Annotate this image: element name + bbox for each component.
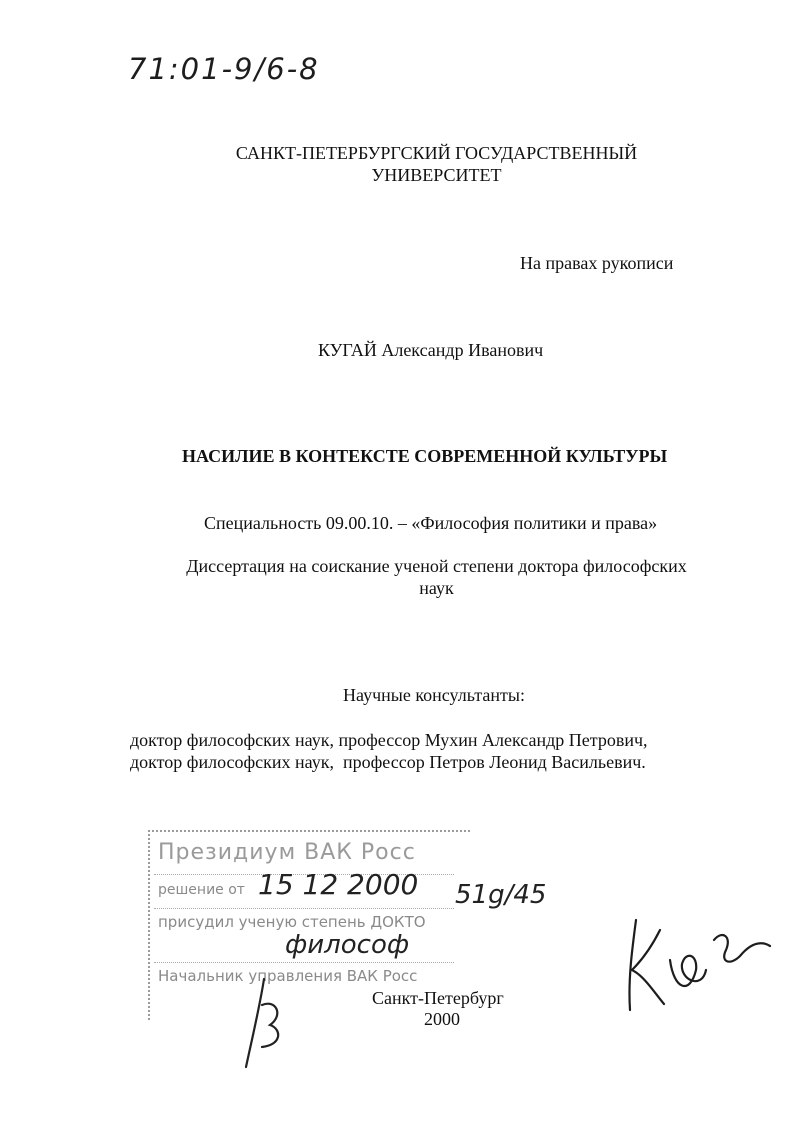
specialty: Специальность 09.00.10. – «Философия политики и права»: [204, 513, 658, 533]
footer-city: Санкт-Петербург: [372, 988, 504, 1008]
degree-line-1: Диссертация на соискание ученой степени доктора философских: [186, 556, 687, 576]
official-signature: [232, 975, 292, 1075]
archive-number: 71:01-9/6-8: [128, 52, 320, 86]
author-signature: [610, 900, 780, 1020]
stamp-handwritten-number: 51g/45: [455, 880, 547, 910]
stamp-line-1: Президиум ВАК Росс: [158, 840, 416, 865]
footer-year: 2000: [424, 1009, 460, 1029]
consultant-item: доктор философских наук, профессор Мухин Александр Петрович,: [130, 730, 648, 750]
degree-line-2: наук: [419, 578, 454, 598]
consultants-heading: Научные консультанты:: [343, 685, 525, 705]
stamp-line-3: присудил ученую степень ДОКТО: [158, 913, 426, 931]
university-line-2: УНИВЕРСИТЕТ: [371, 165, 502, 185]
author-name: КУГАЙ Александр Иванович: [318, 340, 544, 360]
stamp-line-2: решение от: [158, 882, 245, 898]
dissertation-title: НАСИЛИЕ В КОНТЕКСТЕ СОВРЕМЕННОЙ КУЛЬТУРЫ: [182, 446, 668, 466]
stamp-handwritten-degree: философ: [285, 930, 410, 960]
university-line-1: САНКТ-ПЕТЕРБУРГСКИЙ ГОСУДАРСТВЕННЫЙ: [235, 143, 638, 163]
stamp-line-4: Начальник управления ВАК Росс: [158, 967, 418, 985]
stamp-handwritten-date: 15 12 2000: [258, 868, 419, 901]
manuscript-note: На правах рукописи: [520, 253, 674, 273]
consultant-item: доктор философских наук, профессор Петров Леонид Васильевич.: [130, 752, 646, 772]
